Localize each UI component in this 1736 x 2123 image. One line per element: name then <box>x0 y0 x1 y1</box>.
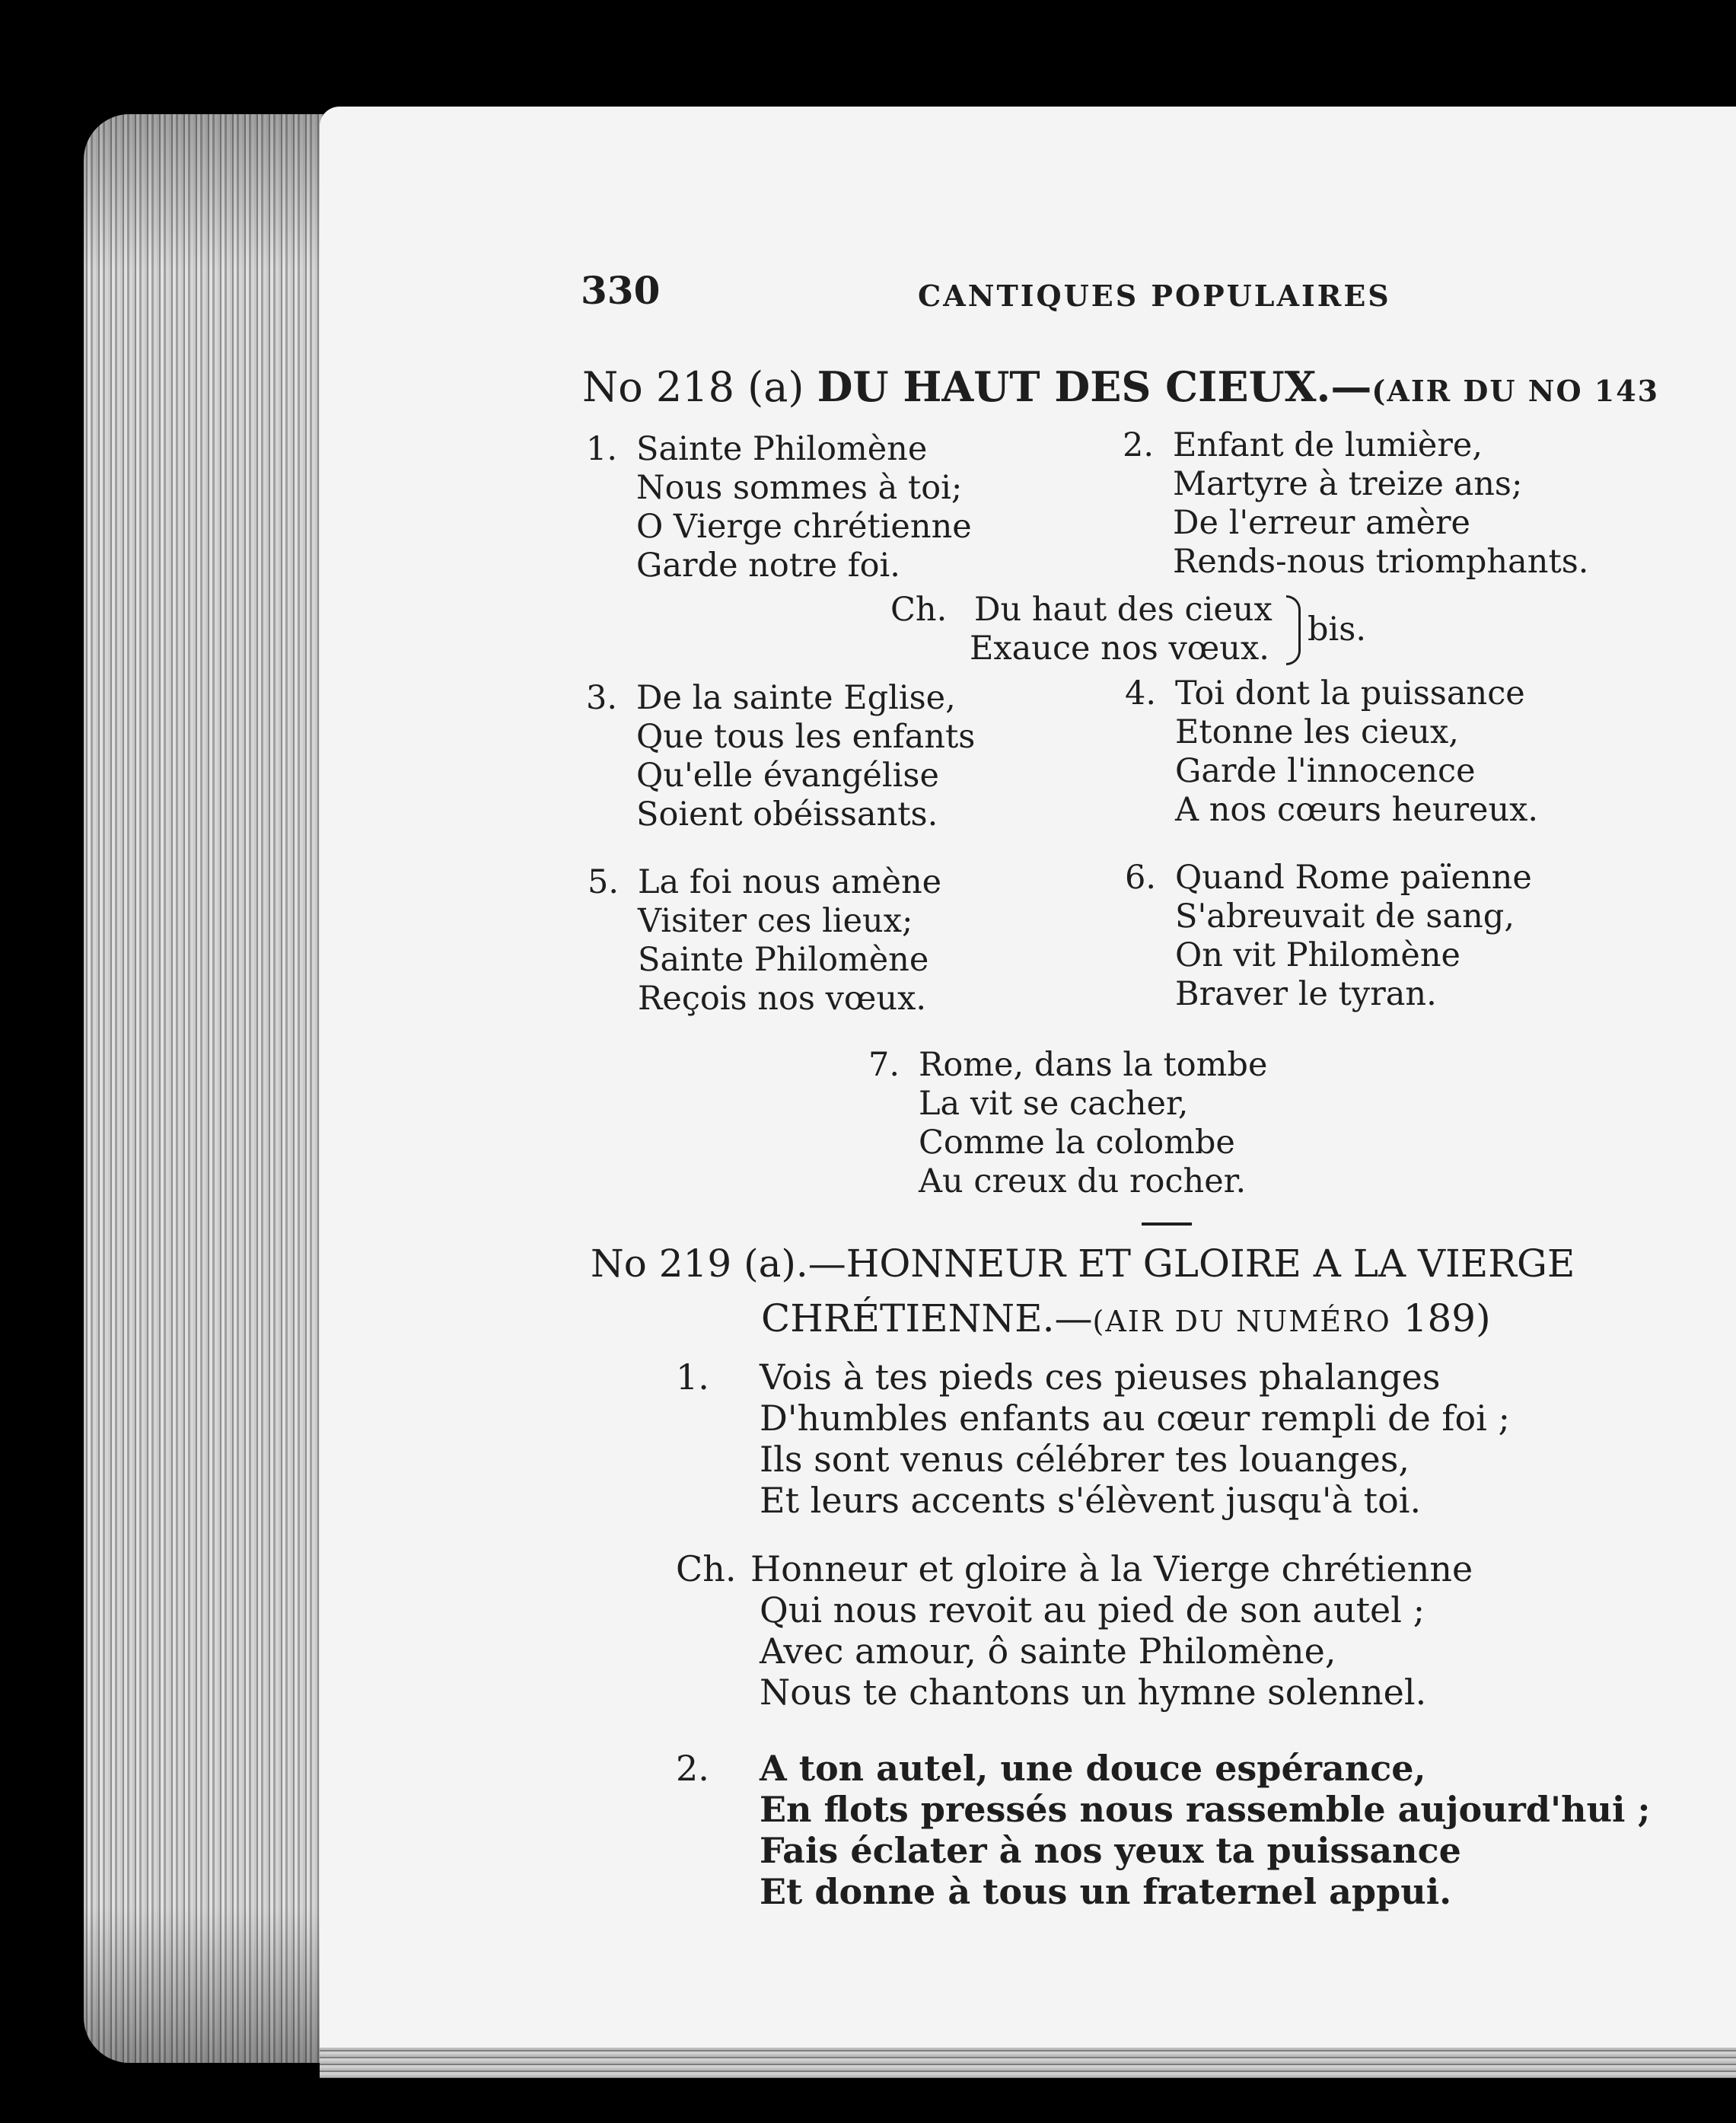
hymn-218-verse-6 <box>1125 859 1532 1014</box>
hymn-218-verse-4 <box>1125 674 1538 830</box>
verse-number: 3. <box>586 679 618 717</box>
hymn-218-verse-5 <box>588 863 941 1018</box>
verse-line: La vit se cacher, <box>919 1085 1189 1123</box>
chorus-brace <box>1286 595 1301 665</box>
verse-line: Au creux du rocher. <box>919 1162 1247 1200</box>
section-rule <box>1142 1222 1192 1226</box>
verse-line: De l'erreur amère <box>1173 504 1470 542</box>
chorus-line: Honneur et gloire à la Vierge chrétienne <box>750 1548 1473 1589</box>
verse-line: Comme la colombe <box>919 1124 1235 1162</box>
verse-line: Rome, dans la tombe <box>919 1046 1268 1084</box>
verse-line: D'humbles enfants au cœur rempli de foi ; <box>760 1398 1510 1439</box>
hymn-219-chorus <box>676 1548 1473 1713</box>
verse-number: 4. <box>1125 674 1157 712</box>
hymn-218-air: (AIR DU NO 143 <box>1371 374 1660 408</box>
verse-line: Braver le tyran. <box>1175 975 1437 1013</box>
hymn-219-air-number: 189) <box>1403 1296 1491 1340</box>
verse-number: 7. <box>868 1046 900 1084</box>
hymn-219-verse-1 <box>676 1356 1510 1521</box>
hymn-218-verse-2 <box>1123 426 1588 582</box>
verse-line: Etonne les cieux, <box>1175 713 1459 751</box>
verse-line: Quand Rome païenne <box>1175 859 1532 897</box>
running-head <box>581 268 660 313</box>
verse-line: Martyre à treize ans; <box>1173 465 1523 503</box>
verse-line: Enfant de lumière, <box>1173 426 1483 464</box>
chorus-label: Ch. <box>676 1548 737 1589</box>
page-bottom-edges <box>320 2048 1736 2078</box>
chorus-repeat: bis. <box>1308 610 1367 649</box>
verse-line: Soient obéissants. <box>636 795 938 834</box>
verse-line: A nos cœurs heureux. <box>1175 791 1539 829</box>
verse-line: Garde l'innocence <box>1175 752 1476 790</box>
verse-line: Et leurs accents s'élèvent jusqu'à toi. <box>760 1480 1422 1521</box>
verse-line: Fais éclater à nos yeux ta puissance <box>760 1830 1461 1871</box>
hymn-218-verse-7 <box>868 1046 1267 1201</box>
verse-line: A ton autel, une douce espérance, <box>760 1748 1426 1789</box>
verse-line: O Vierge chrétienne <box>636 508 972 546</box>
verse-number: 6. <box>1125 859 1157 897</box>
hymn-219-number: No 219 (a). <box>591 1242 808 1286</box>
verse-line: Et donne à tous un fraternel appui. <box>760 1871 1452 1912</box>
page-number: 330 <box>581 268 661 313</box>
verse-line: On vit Philomène <box>1175 936 1460 974</box>
verse-line: Qu'elle évangélise <box>636 757 939 795</box>
verse-line: Toi dont la puissance <box>1175 674 1525 712</box>
verse-number: 1. <box>586 430 618 468</box>
hymn-219-heading-line2 <box>761 1294 1491 1346</box>
verse-line: Sainte Philomène <box>638 941 929 979</box>
verse-line: La foi nous amène <box>638 863 942 901</box>
running-head-title-wrap <box>918 279 1391 313</box>
chorus-line: Du haut des cieux <box>974 591 1273 629</box>
verse-line: Nous sommes à toi; <box>636 469 963 507</box>
page-edges <box>84 114 335 2063</box>
chorus-line: Qui nous revoit au pied de son autel ; <box>760 1589 1425 1631</box>
verse-line: De la sainte Eglise, <box>636 679 956 717</box>
chorus-label: Ch. <box>890 591 948 629</box>
verse-number: 1. <box>676 1356 709 1398</box>
verse-line: Vois à tes pieds ces pieuses phalanges <box>760 1356 1441 1398</box>
chorus-line: Exauce nos vœux. <box>970 630 1269 668</box>
verse-line: Garde notre foi. <box>636 547 900 585</box>
verse-line: S'abreuvait de sang, <box>1175 897 1515 936</box>
hymn-219-air: (AIR DU NUMÉRO <box>1092 1305 1391 1338</box>
verse-line: Reçois nos vœux. <box>638 980 927 1018</box>
hymn-218-chorus <box>890 591 1273 668</box>
hymn-218-number: No 218 (a) <box>582 363 804 411</box>
verse-number: 2. <box>676 1748 709 1789</box>
verse-line: Sainte Philomène <box>636 430 928 468</box>
hymn-218-title: DU HAUT DES CIEUX.— <box>817 362 1372 411</box>
hymn-218-verse-1 <box>586 430 972 585</box>
verse-line: Ils sont venus célébrer tes louanges, <box>760 1439 1410 1480</box>
hymn-218-heading <box>582 362 1659 416</box>
verse-number: 2. <box>1123 426 1155 464</box>
verse-line: En flots pressés nous rassemble aujourd'hui ; <box>760 1789 1651 1830</box>
hymn-219-title-line1: —HONNEUR ET GLOIRE A LA VIERGE <box>807 1242 1575 1286</box>
hymn-219-verse-2 <box>676 1748 1650 1912</box>
chorus-line: Nous te chantons un hymne solennel. <box>760 1672 1427 1713</box>
hymn-219-title-line2: CHRÉTIENNE.— <box>761 1296 1093 1340</box>
running-head-title: CANTIQUES POPULAIRES <box>918 279 1391 313</box>
hymn-218-verse-3 <box>586 679 975 834</box>
chorus-line: Avec amour, ô sainte Philomène, <box>760 1631 1336 1672</box>
verse-line: Visiter ces lieux; <box>638 902 913 940</box>
verse-line: Rends-nous triomphants. <box>1173 543 1589 581</box>
hymn-219-heading <box>591 1239 1575 1288</box>
verse-line: Que tous les enfants <box>636 718 976 756</box>
verse-number: 5. <box>588 863 620 901</box>
